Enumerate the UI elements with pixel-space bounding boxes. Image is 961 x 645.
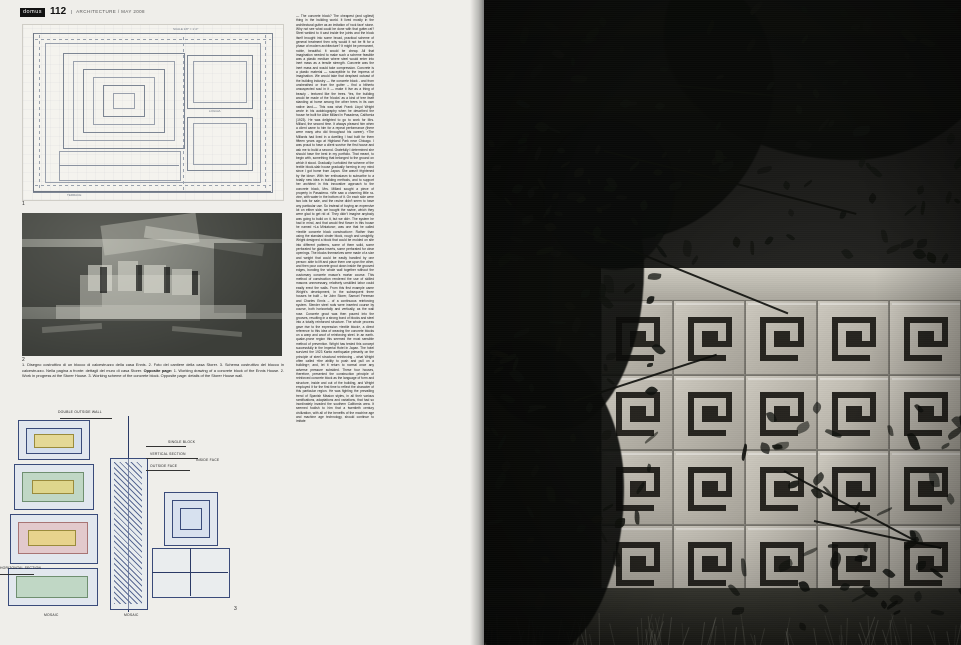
right-page-photograph	[484, 0, 961, 645]
detail-leader	[0, 574, 34, 575]
block-relief-notch	[928, 341, 948, 347]
detail-leader	[60, 418, 112, 419]
block-highlight	[748, 378, 816, 380]
figure-construction-detail	[0, 398, 285, 638]
concrete-block	[673, 450, 745, 525]
caption-english: 1. Working drawing of a concrete block of the Ennis House. 2. Work in progress at the Storer House. 3. Working scheme of the concrete block. Opposite page: details of the Storer House wall.	[22, 367, 284, 379]
detail-elevation-core	[180, 508, 202, 530]
block-relief-notch	[784, 491, 804, 497]
grass-blade	[904, 618, 910, 645]
block-highlight	[892, 303, 960, 305]
block-relief-notch	[760, 355, 798, 361]
block-relief-notch	[832, 355, 870, 361]
grass-blade	[814, 628, 818, 645]
grass-blade	[641, 618, 643, 645]
detail-leader	[146, 446, 186, 447]
detail-leader	[146, 458, 198, 459]
block-highlight	[748, 303, 816, 305]
block-relief-notch	[616, 430, 654, 436]
block-relief-notch	[712, 341, 732, 347]
plan-edge-bottom	[33, 191, 271, 192]
block-relief-notch	[856, 416, 876, 422]
figure-caption	[22, 362, 284, 379]
block-highlight	[892, 528, 960, 530]
article-text: — The concrete block? The cheapest (and ugliest) thing in the building world. It lived mostly in the architectural gutter as an imitation of 'rock face' stone. Why not see what could be done with that gutter-rat? Steel welded to it cast inside the joints and the block itself brought into some broad, practical scheme of general treatment then why would it not be fit for a phase of modern architecture? It might be permanent, noble, beautiful. It would be cheap. All that imagination needed to make such a scheme feasible was a plastic medium where steel would enter into inert mass as a tensile strength. Concrete was the inert mass and would take compression. Concrete is a plastic material — susceptible to the impress of imagination. We would take that despised outcast of the building industry — the concrete block - and from unsheathed or from the gutter – find a hitherto unsuspected soul in it — make it live as a thing of beauty - textured like the trees. Yes, the building would be made of the 'blocks' as a kind of tree itself standing at home among the other trees in its own native land.— This was what Frank Lloyd Wright wrote in his autobiography when he described the house he built for Alice Millard in Pasadena, California (1923). He was delighted to go to work for Mrs. Millard, the second time. It always pleased him when a client came to him for a repeat performance (there were many who did throughout his career). «The Millards had lived in a dwelling I had built for them fifteen years ago at Highland Park near Chicago. I was proud to have a client survive the first house and ask me to build a second. Gratefully I determined she should have the best in my portfolio. That meant, to begin with, something that belonged to the ground on which it stood. Gradually I unfolded the scheme of the textile block-slab house gradually forming in my mind since I got home from Japan. She wasn't frightened by the idea». With her enthusiasm to subscribe to a totally new idea in building methods, and to support her architect in this innovative approach to the concrete block, Mrs. Millard sought a piece of property in Pasadena. «We saw a charming little ravine, with water in the bottom of it. On each side were two lots for sale, and the ravine didn't seem to have any particular use. So instead of buying an expensive lot on either side, we bought the ravine, which they were glad to get rid of. They didn't imagine anybody was going to build on it, but we did». The system he had in mind, and that would first flower in this house he named «La Miniatura», was one that he called «textile concrete block construction». Rather than using the standard cinder block, rough and unsightly, Wright designed a block that could be molded on site into different patterns, some of them solid, some perforated for glass inserts, some perforated for clear openings. The blocks themselves were made of a size and weight that could be easily handled by one person: able to lift and place them one upon the other, and then pour concrete grout down inside the grooved edges, bonding the whole wall together without the customary concrete mason's mortar course. This method of construction rendered the use of skilled masons unnecessary, relatively unskilled labor could easily erect the walls. From this first example came Wright's development, in the subsequent three houses he built – for John Storer, Samuel Freeman and Charles Ennis – of a continuous reinforcing system. Slender steel rods were inserted course by course, both horizontally and vertically, as the wall rose. Concrete grout was then poured into the grooves, resulting in a strong bond of blocks and steel into a totally reinforced structure. The whole process gave rise to the expression «textile block», a direct reference to this idea of weaving the concrete blocks on a warp and woof of reinforcing steel. In an earthquake-prone region this seemed the most sensible method of prevention. Wright has tested this concept successfully in the Imperial Hotel in Japan. The hotel survived the 1923 Kanto earthquake primarily on the principle of steel structural reinforcing - what Wright often called «the ability to push and pull on a building»; and, let it return to normal once any adverse pressure subsided. These four houses, therefore, presented the construction principle of reinforced concrete block as the language of form and structure, inside and out of the building, and Wright employed it for the first time to reflect the character of this particular region. He was fighting the prevailing trend of Spanish Mission styles, in all their various ramifications, adaptations and variations, that had so inordinately invaded the southern California area. It seemed foolish to him that a twentieth century civilization, with all of the benefits of the machine age and machine age technology, should continue to imitate	[296, 14, 374, 424]
detail-label-double-outside-wall: DOUBLE OUTSIDE WALL	[58, 410, 102, 414]
leaf	[750, 241, 754, 255]
block-highlight	[676, 453, 744, 455]
block-highlight	[748, 528, 816, 530]
detail-plan-section	[152, 548, 230, 598]
figure-number-3: 3	[234, 606, 237, 612]
block-relief-notch	[640, 566, 660, 572]
masthead-badge: domus	[20, 8, 45, 17]
plan-annotation: LOGGIA	[209, 109, 221, 113]
detail-label-vertical-section: VERTICAL SECTION	[150, 452, 186, 456]
detail-leader	[146, 470, 190, 471]
page-number: 112	[50, 6, 67, 17]
concrete-block	[817, 375, 889, 450]
block-relief-notch	[616, 580, 654, 586]
block-highlight	[892, 378, 960, 380]
plan-wing-lower-inner	[193, 123, 247, 165]
detail-label-outside-face: OUTSIDE FACE	[150, 464, 178, 468]
block-relief-notch	[784, 341, 804, 347]
plan-core	[113, 93, 135, 109]
wall-shadow	[136, 265, 142, 291]
block-relief-notch	[640, 416, 660, 422]
detail-hatching	[114, 462, 142, 604]
leaf	[603, 275, 613, 293]
block-relief-notch	[928, 491, 948, 497]
header-tag: ARCHITECTURE / MAY 2008	[71, 10, 145, 15]
block-relief-notch	[928, 416, 948, 422]
terrace-edge	[56, 305, 246, 319]
leaf	[647, 363, 653, 367]
wall-shadow	[164, 267, 170, 293]
grass-blade	[734, 627, 737, 645]
article-column-1	[296, 14, 374, 634]
block-relief-notch	[856, 491, 876, 497]
grass-blade	[946, 631, 950, 645]
grass-blade	[858, 633, 863, 645]
grass-blade	[714, 626, 717, 645]
concrete-block	[889, 450, 961, 525]
block-relief-notch	[856, 566, 876, 572]
plan-edge-left	[33, 33, 34, 191]
grass-blade	[789, 633, 794, 645]
plan-grid-line	[35, 39, 271, 40]
leaf	[851, 23, 860, 30]
plan-grid-line	[183, 37, 184, 191]
grass-blade	[956, 618, 961, 645]
detail-label-mosaic-left: MOSAIC	[44, 613, 59, 617]
wall-shadow	[100, 267, 107, 293]
grass-blade	[668, 617, 672, 645]
block-relief-notch	[904, 580, 942, 586]
block-relief-notch	[688, 430, 726, 436]
figure-plan-drawing	[22, 24, 284, 201]
caption-english-lead: Opposite page:	[143, 367, 173, 373]
detail-label-mosaic-right: MOSAIC	[124, 613, 139, 617]
detail-label-horizontal-section: HORIZONTAL SECTION	[0, 566, 42, 570]
grass-blade	[637, 627, 639, 645]
block-relief-notch	[760, 505, 798, 511]
figure-number-1: 1	[22, 201, 25, 207]
page-header	[20, 7, 145, 17]
figure-number-2: 2	[22, 357, 25, 363]
leaf	[604, 364, 608, 371]
plan-annotation: SCALE 1/8" = 1'-0"	[173, 27, 199, 31]
leaf	[570, 58, 575, 66]
grass-blade	[682, 623, 684, 645]
block-relief-notch	[904, 505, 942, 511]
plan-terrace	[59, 151, 181, 181]
detail-section-line	[190, 548, 191, 596]
concrete-block	[817, 300, 889, 375]
grass-blade	[701, 622, 705, 645]
grass-blade	[589, 634, 592, 645]
grass-blade	[760, 629, 765, 645]
block-relief-notch	[760, 430, 798, 436]
article-column-2	[382, 14, 460, 634]
grass-blade	[598, 613, 599, 645]
detail-label-inside-face: INSIDE FACE	[196, 458, 220, 462]
block-relief-notch	[688, 580, 726, 586]
block-wall-segment	[144, 265, 166, 293]
figure-aerial-photo	[22, 213, 282, 356]
foliage-mass	[544, 120, 674, 270]
wall-shadow	[192, 271, 198, 295]
block-relief-notch	[856, 341, 876, 347]
plan-annotation: TERRACE	[67, 193, 82, 197]
leaf	[614, 518, 624, 528]
block-relief-notch	[712, 566, 732, 572]
caption-italian: 1. Disegno costruttivo di un blocco di calcestruzzo della casa Ennis. 2. Foto del cantiere della casa Storer. 3. Schema costruttivo del blocco in calcestruzzo. Nella pagina a fronte: dettagli del muro di casa Storer.	[22, 362, 284, 373]
concrete-block	[745, 450, 817, 525]
leaf	[842, 80, 848, 85]
plan-grid-line	[265, 35, 266, 191]
block-relief-notch	[784, 416, 804, 422]
plan-wing-upper-inner	[193, 61, 247, 103]
block-highlight	[892, 453, 960, 455]
concrete-block	[745, 375, 817, 450]
concrete-block	[889, 300, 961, 375]
block-highlight	[820, 453, 888, 455]
block-relief-notch	[904, 355, 942, 361]
block-highlight	[676, 528, 744, 530]
block-highlight	[820, 303, 888, 305]
vegetation-right	[214, 243, 282, 313]
leaf	[741, 558, 746, 576]
concrete-block	[673, 375, 745, 450]
block-relief-notch	[712, 491, 732, 497]
block-wall-segment	[172, 269, 192, 295]
leaf	[581, 289, 590, 298]
detail-highlight-yellow	[28, 530, 76, 546]
grass-blade	[722, 618, 726, 645]
plan-terrace-divider	[59, 165, 179, 166]
grass-blade	[911, 624, 913, 645]
block-highlight	[676, 378, 744, 380]
leaf	[518, 138, 527, 144]
detail-highlight-yellow	[32, 480, 74, 494]
block-highlight	[748, 453, 816, 455]
grass-blade	[610, 623, 616, 645]
grass-blade	[846, 618, 848, 645]
leaf	[634, 511, 640, 525]
block-relief-notch	[640, 491, 660, 497]
block-relief-notch	[688, 505, 726, 511]
detail-highlight-yellow	[34, 434, 74, 448]
plan-grid-line	[39, 35, 40, 191]
block-highlight	[676, 303, 744, 305]
foreground-slope	[22, 319, 282, 356]
block-highlight	[820, 378, 888, 380]
block-wall-segment	[118, 261, 138, 291]
detail-highlight-green	[16, 576, 88, 598]
block-relief-notch	[760, 580, 798, 586]
block-relief-notch	[712, 416, 732, 422]
detail-label-single-block: SINGLE BLOCK	[168, 440, 196, 444]
leaf	[587, 179, 590, 185]
plan-grid-line	[35, 185, 271, 186]
